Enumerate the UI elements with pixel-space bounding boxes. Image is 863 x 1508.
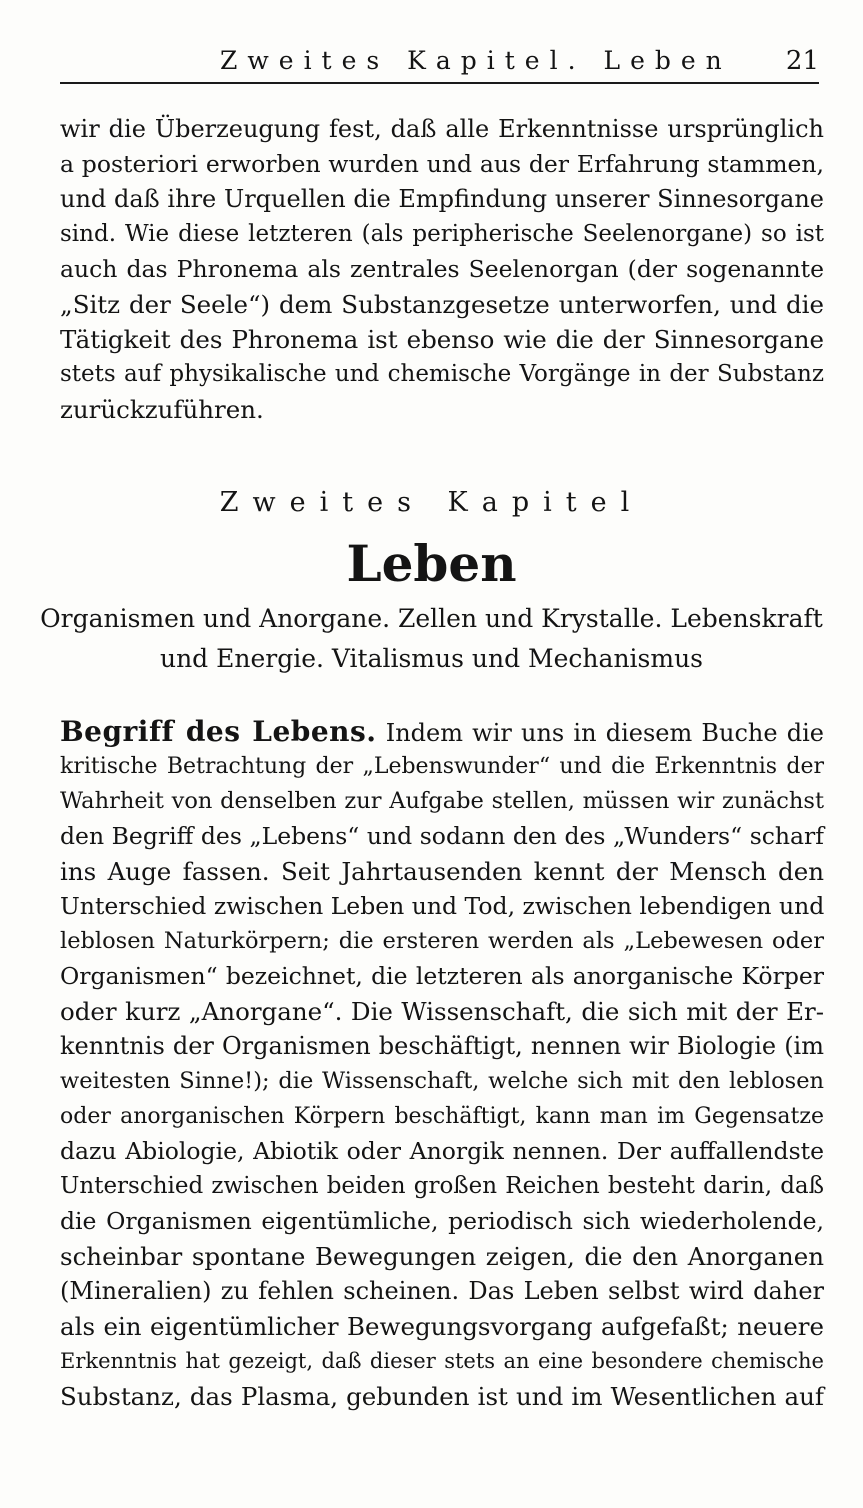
chapter-title: Leben	[346, 534, 517, 593]
paragraph-line: wir die Überzeugung fest, daß alle Erkenntnisse ursprünglich	[60, 115, 824, 143]
paragraph-line: Unterschied zwischen beiden großen Reichen besteht darin, daß	[60, 1173, 824, 1199]
paragraph-line: kritische Betrachtung der „Lebenswunder“ und die Erkenntnis der	[60, 754, 824, 779]
paragraph-line: weitesten Sinne!); die Wissenschaft, welche sich mit den leblosen	[60, 1068, 824, 1094]
top-paragraph	[60, 112, 824, 427]
paragraph-line: als ein eigentümlicher Bewegungsvorgang aufgefaßt; neuere	[60, 1312, 824, 1341]
paragraph-line: Unterschied zwischen Leben und Tod, zwischen lebendigen und	[60, 892, 825, 920]
page-number: 21	[785, 46, 819, 76]
paragraph-line: oder anorganischen Körpern beschäftigt, kann man im Gegensatze	[60, 1104, 824, 1129]
paragraph-line: (Mineralien) zu fehlen scheinen. Das Leben selbst wird daher	[60, 1277, 824, 1305]
paragraph-line: Erkenntnis hat gezeigt, daß dieser stets an eine besondere chemische	[60, 1349, 824, 1373]
paragraph-line: leblosen Naturkörpern; die ersteren werden als „Lebewesen oder	[60, 928, 824, 954]
paragraph-line: Substanz, das Plasma, gebunden ist und im Wesentlichen auf	[60, 1382, 824, 1411]
running-head	[60, 40, 819, 84]
paragraph-line: Organismen“ bezeichnet, die letzteren als anorganische Körper	[60, 962, 824, 990]
chapter-subtitle-line: und Energie. Vitalismus und Mechanismus	[159, 644, 704, 673]
paragraph-line: stets auf physikalische und chemische Vorgänge in der Substanz	[60, 361, 824, 387]
paragraph-line	[60, 714, 824, 749]
chapter-label: Zweites Kapitel	[219, 487, 644, 518]
paragraph-line: Wahrheit von denselben zur Aufgabe stellen, müssen wir zunächst	[60, 788, 824, 814]
running-head-title: Zweites Kapitel. Leben	[220, 46, 732, 75]
paragraph-line: ins Auge fassen. Seit Jahrtausenden kennt der Mensch den	[60, 857, 824, 886]
paragraph-line: auch das Phronema als zentrales Seelenorgan (der sogenannte	[60, 255, 824, 283]
paragraph-line: Tätigkeit des Phronema ist ebenso wie die der Sinnesorgane	[60, 325, 824, 354]
paragraph-line: kenntnis der Organismen beschäftigt, nennen wir Biologie (im	[60, 1032, 824, 1060]
paragraph-line: „Sitz der Seele“) dem Substanzgesetze unterworfen, und die	[60, 290, 824, 319]
paragraph-line: zurückzuführen.	[60, 395, 264, 424]
paragraph-line: a posteriori erworben wurden und aus der Erfahrung stammen,	[60, 150, 824, 178]
paragraph-line: den Begriff des „Lebens“ und sodann den des „Wunders“ scharf	[60, 822, 824, 850]
paragraph-line: scheinbar spontane Bewegungen zeigen, die den Anorganen	[60, 1242, 824, 1271]
paragraph-line: die Organismen eigentümliche, periodisch sich wiederholende,	[60, 1207, 824, 1235]
paragraph-line: oder kurz „Anorgane“. Die Wissenschaft, die sich mit der Er-	[60, 997, 824, 1026]
section-heading: Begriff des Lebens.	[60, 715, 377, 748]
paragraph-line: dazu Abiologie, Abiotik oder Anorgik nennen. Der auffallendste	[60, 1137, 824, 1165]
paragraph-line-text: Indem wir uns in diesem Buche die	[385, 719, 825, 747]
chapter-subtitle-line: Organismen und Anorgane. Zellen und Krystalle. Lebenskraft	[40, 604, 823, 633]
paragraph-line: sind. Wie diese letzteren (als peripherische Seelenorgane) so ist	[60, 221, 824, 247]
paragraph-line: und daß ihre Urquellen die Empfindung unserer Sinnesorgane	[60, 185, 824, 213]
section-paragraph	[60, 714, 824, 1414]
